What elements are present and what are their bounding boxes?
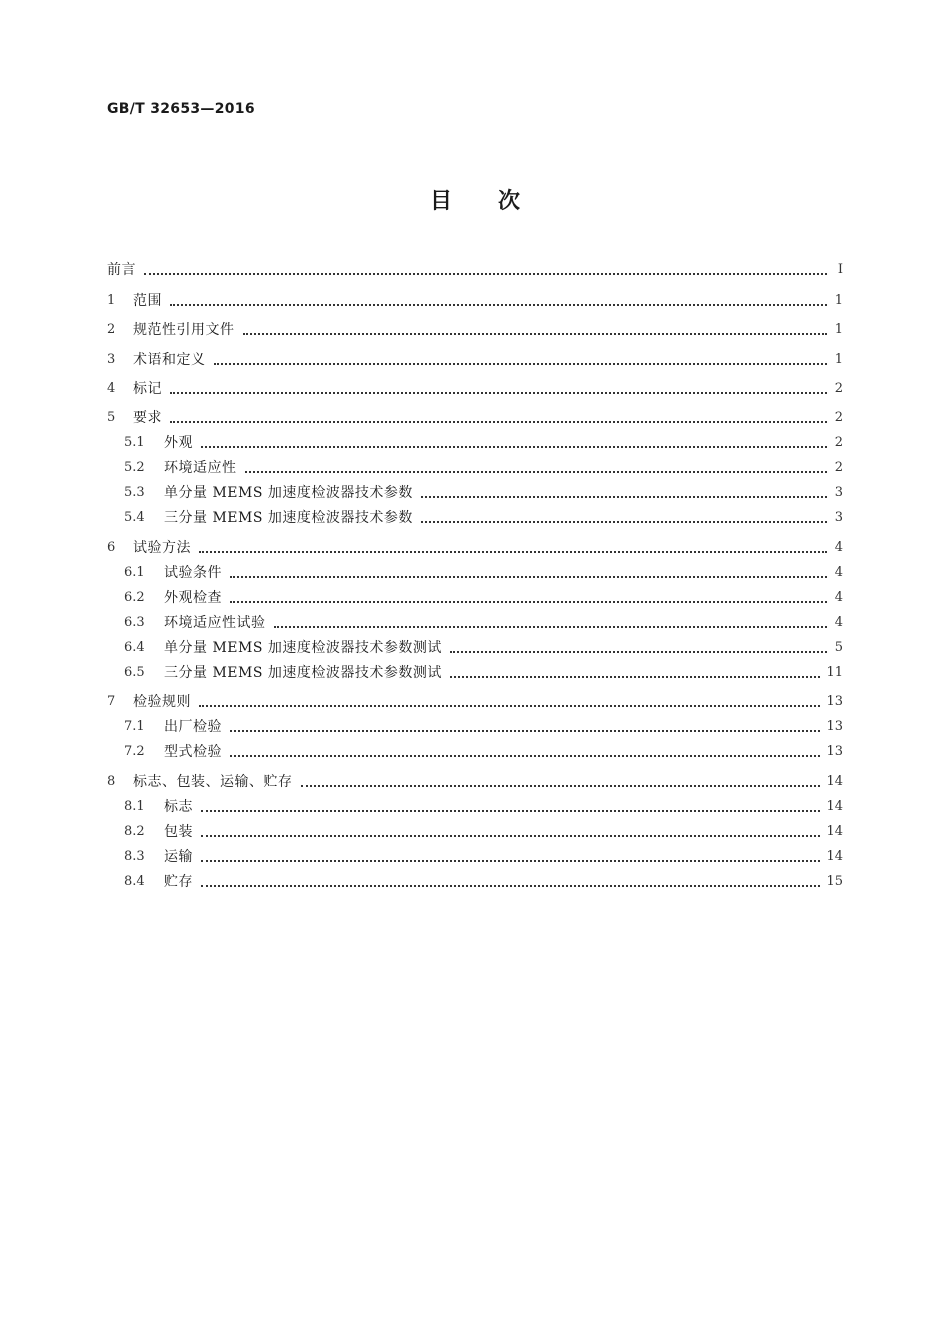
dot-leader [214, 349, 828, 365]
dot-leader [201, 821, 820, 837]
toc-entry[interactable] [124, 506, 843, 530]
toc-entry-label: 包装 [164, 824, 193, 840]
dot-leader [274, 612, 828, 628]
toc-entry-label: 贮存 [164, 874, 193, 890]
toc-entry[interactable] [124, 820, 843, 844]
toc-entry-page: 3 [834, 510, 843, 525]
toc-entry-label: 标志、包装、运输、贮存 [133, 774, 293, 790]
toc-entry-number: 6 [107, 540, 116, 555]
toc-entry-number: 8 [107, 774, 116, 789]
toc-entry[interactable] [107, 289, 843, 313]
toc-entry[interactable] [124, 845, 843, 869]
toc-entry[interactable] [124, 481, 843, 505]
toc-entry-label: 标志 [164, 799, 193, 815]
toc-entry[interactable] [124, 431, 843, 455]
toc-entry[interactable] [124, 870, 843, 894]
toc-entry[interactable] [107, 318, 843, 342]
dot-leader [201, 871, 820, 887]
toc-entry-number: 8.2 [124, 824, 145, 839]
toc-entry[interactable] [107, 406, 843, 430]
toc-entry[interactable] [107, 348, 843, 372]
toc-entry-label: 术语和定义 [133, 352, 206, 368]
toc-entry-label: 范围 [133, 293, 162, 309]
toc-entry-page: 13 [826, 694, 843, 709]
toc-entry-page: 14 [826, 824, 843, 839]
toc-entry-page: Ⅰ [837, 262, 843, 277]
toc-entry-label: 前言 [107, 262, 136, 278]
toc-entry-label: 单分量 MEMS 加速度检波器技术参数 [164, 485, 413, 501]
toc-entry-number: 7.1 [124, 719, 145, 734]
toc-entry[interactable] [124, 586, 843, 610]
toc-entry-number: 5 [107, 410, 116, 425]
toc-entry-number: 6.1 [124, 565, 145, 580]
dot-leader [230, 562, 827, 578]
dot-leader [243, 319, 828, 335]
toc-entry[interactable] [107, 377, 843, 401]
toc-entry-page: 2 [834, 410, 843, 425]
toc-entry[interactable] [124, 795, 843, 819]
toc-entry-number: 5.3 [124, 485, 145, 500]
toc-entry-number: 5.4 [124, 510, 145, 525]
toc-entry-page: 1 [834, 322, 843, 337]
dot-leader [201, 796, 820, 812]
toc-entry[interactable] [124, 636, 843, 660]
dot-leader [170, 378, 827, 394]
toc-entry-page: 2 [834, 381, 843, 396]
dot-leader [170, 407, 827, 423]
dot-leader [450, 637, 827, 653]
toc-entry-number: 7 [107, 694, 116, 709]
toc-entry-number: 5.1 [124, 435, 145, 450]
dot-leader [421, 507, 827, 523]
toc-entry-number: 8.1 [124, 799, 145, 814]
toc-entry-label: 外观 [164, 435, 193, 451]
toc-entry-label: 环境适应性 [164, 460, 237, 476]
dot-leader [230, 716, 820, 732]
toc-entry-page: 11 [826, 665, 843, 680]
dot-leader [199, 691, 820, 707]
toc-entry-label: 出厂检验 [164, 719, 222, 735]
dot-leader [230, 587, 827, 603]
page-title: 目次 [429, 189, 566, 214]
toc-entry-page: 13 [826, 744, 843, 759]
toc-entry-page: 4 [834, 615, 843, 630]
toc-entry[interactable] [107, 770, 843, 794]
toc-entry-number: 7.2 [124, 744, 145, 759]
toc-entry[interactable] [124, 661, 843, 685]
toc-entry-page: 4 [834, 540, 843, 555]
toc-entry-page: 2 [834, 460, 843, 475]
toc-entry[interactable] [124, 611, 843, 635]
toc-entry-number: 2 [107, 322, 116, 337]
toc-entry-page: 15 [826, 874, 843, 889]
toc-entry-label: 单分量 MEMS 加速度检波器技术参数测试 [164, 640, 442, 656]
toc-entry[interactable] [107, 536, 843, 560]
toc-entry-page: 13 [826, 719, 843, 734]
toc-entry-number: 6.4 [124, 640, 145, 655]
toc-entry[interactable] [107, 258, 843, 282]
toc-entry-label: 运输 [164, 849, 193, 865]
toc-entry-number: 5.2 [124, 460, 145, 475]
toc-entry-page: 14 [826, 774, 843, 789]
dot-leader [230, 741, 820, 757]
dot-leader [199, 537, 827, 553]
toc-entry[interactable] [124, 715, 843, 739]
toc-entry-label: 三分量 MEMS 加速度检波器技术参数 [164, 510, 413, 526]
standard-number: GB/T 32653—2016 [107, 101, 255, 117]
toc-entry-number: 6.5 [124, 665, 145, 680]
dot-leader [144, 259, 827, 275]
toc-entry-number: 8.4 [124, 874, 145, 889]
toc-entry-number: 3 [107, 352, 116, 367]
toc-entry[interactable] [124, 456, 843, 480]
toc-entry-number: 6.3 [124, 615, 145, 630]
toc-entry[interactable] [124, 561, 843, 585]
toc-entry-page: 5 [834, 640, 843, 655]
toc-entry-label: 要求 [133, 410, 162, 426]
toc-entry-number: 4 [107, 381, 116, 396]
toc-entry-page: 1 [834, 352, 843, 367]
toc-entry-label: 规范性引用文件 [133, 322, 235, 338]
dot-leader [450, 662, 821, 678]
toc-entry-label: 三分量 MEMS 加速度检波器技术参数测试 [164, 665, 442, 681]
toc-entry-label: 检验规则 [133, 694, 191, 710]
toc-entry-number: 1 [107, 293, 116, 308]
toc-entry-label: 试验条件 [164, 565, 222, 581]
dot-leader [201, 846, 820, 862]
toc-entry-label: 外观检查 [164, 590, 222, 606]
toc-entry-label: 试验方法 [133, 540, 191, 556]
toc-entry-page: 4 [834, 590, 843, 605]
dot-leader [245, 457, 828, 473]
toc-entry-page: 2 [834, 435, 843, 450]
toc-entry-label: 型式检验 [164, 744, 222, 760]
dot-leader [301, 771, 821, 787]
toc-entry[interactable] [107, 690, 843, 714]
toc-entry-label: 环境适应性试验 [164, 615, 266, 631]
toc-entry-page: 3 [834, 485, 843, 500]
toc-entry-label: 标记 [133, 381, 162, 397]
toc-entry-page: 4 [834, 565, 843, 580]
toc-entry-page: 1 [834, 293, 843, 308]
toc-entry[interactable] [124, 740, 843, 764]
dot-leader [201, 432, 827, 448]
toc-entry-page: 14 [826, 799, 843, 814]
toc-entry-number: 8.3 [124, 849, 145, 864]
dot-leader [170, 290, 827, 306]
dot-leader [421, 482, 827, 498]
toc-entry-page: 14 [826, 849, 843, 864]
toc-entry-number: 6.2 [124, 590, 145, 605]
